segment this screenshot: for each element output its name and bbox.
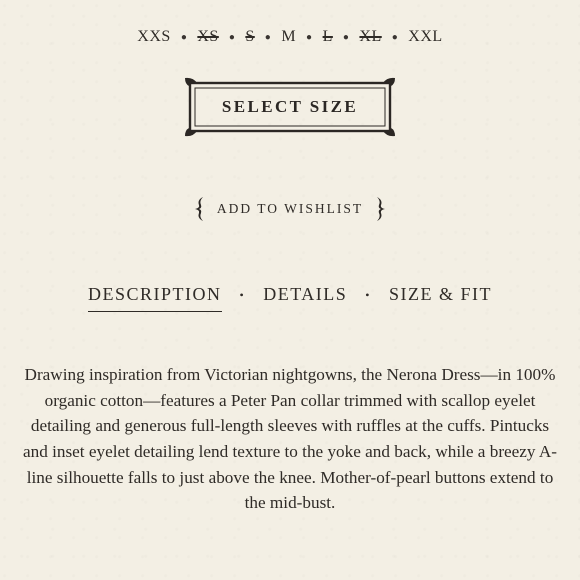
- product-description: Drawing inspiration from Victorian nightgowns, the Nerona Dress—in 100% organic cotton—features a Peter Pan collar trimmed with scallop eyelet detailing and generous full-length sleeves with ruffles at the cuffs. Pintucks and inset eyelet detailing lend texture to the yoke and back, while a breezy A-line silhouette falls to just above the knee. Mother-of-pearl buttons extend to the mid-bust.: [22, 365, 558, 513]
- size-option-xs[interactable]: XS: [197, 28, 219, 45]
- separator-dot: ●: [342, 31, 350, 43]
- tab-description[interactable]: DESCRIPTION: [88, 284, 222, 312]
- separator-dot: •: [239, 288, 246, 302]
- flourish-bracket-icon: [373, 196, 387, 222]
- size-selector: [0, 28, 580, 46]
- product-info-tabs: [0, 284, 580, 312]
- separator-dot: ●: [306, 31, 313, 43]
- flourish-bracket-icon: [193, 196, 207, 222]
- size-option-xxs[interactable]: XXS: [137, 28, 171, 45]
- size-option-xl[interactable]: XL: [359, 28, 382, 45]
- separator-dot: •: [365, 288, 371, 302]
- size-option-l[interactable]: L: [322, 28, 333, 45]
- select-size-label: SELECT SIZE: [221, 97, 359, 116]
- wishlist-label: ADD TO WISHLIST: [216, 201, 364, 216]
- size-option-s[interactable]: S: [245, 28, 255, 45]
- separator-dot: ●: [391, 31, 399, 43]
- add-to-wishlist-button[interactable]: [0, 196, 580, 222]
- tab-details[interactable]: DETAILS: [263, 284, 348, 304]
- select-size-button[interactable]: [183, 76, 397, 138]
- separator-dot: ●: [180, 31, 188, 43]
- size-option-m[interactable]: M: [281, 28, 297, 45]
- size-option-xxl[interactable]: XXL: [408, 28, 443, 45]
- separator-dot: ●: [228, 31, 236, 43]
- tab-size-fit[interactable]: SIZE & FIT: [388, 284, 492, 304]
- separator-dot: ●: [264, 31, 272, 43]
